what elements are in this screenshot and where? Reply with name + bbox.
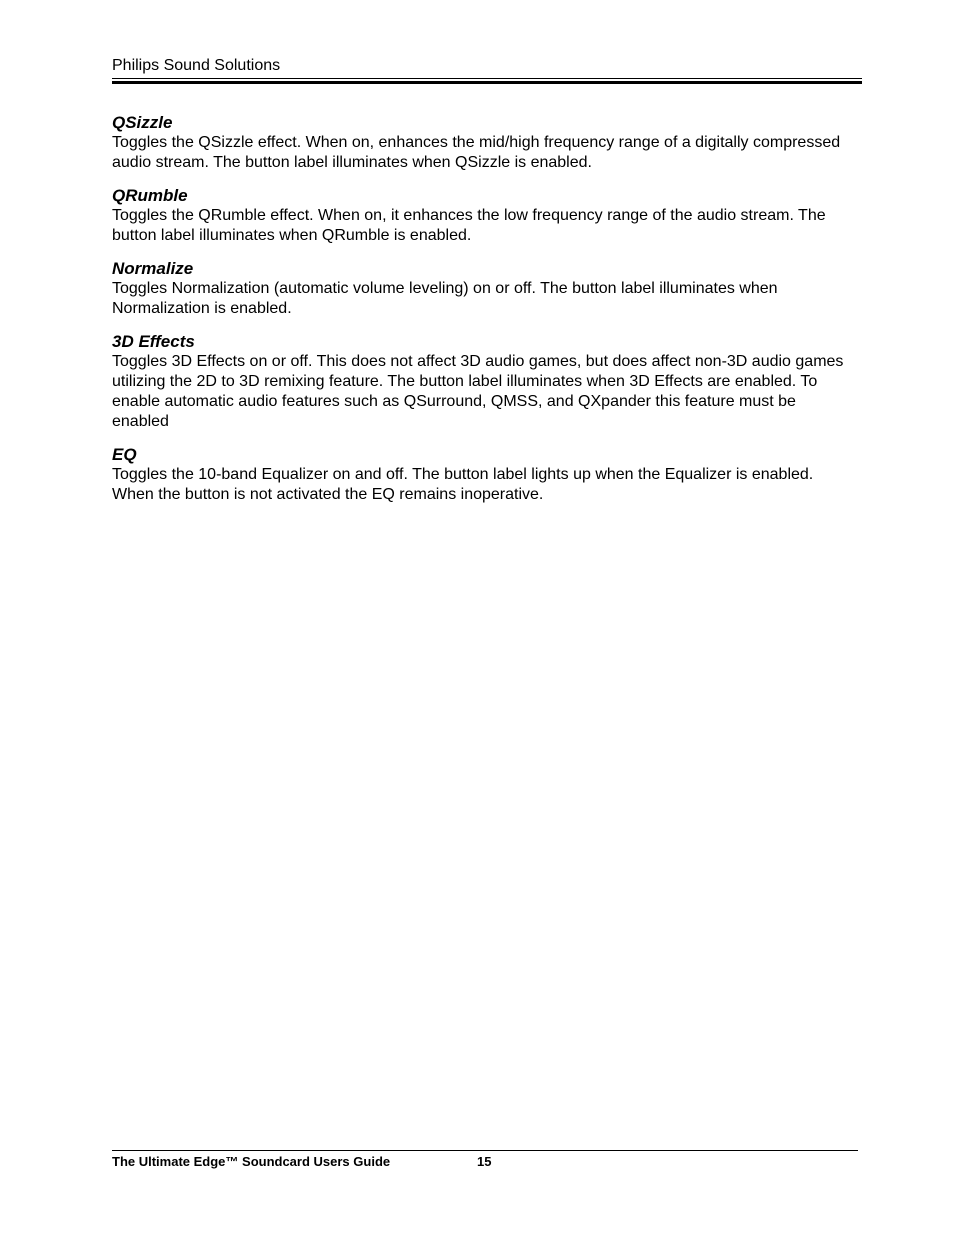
footer-document-title: The Ultimate Edge™ Soundcard Users Guide [112,1154,391,1169]
section-body: Toggles 3D Effects on or off. This does not affect 3D audio games, but does affect non-3D audio games utilizing the 2D to 3D remixing feature. The button label illuminates when 3D Effects are enabled. To enable automatic audio features such as QSurround, QMSS, and QXpander this feature must be enabled [112,353,844,430]
section-body: Toggles the QSizzle effect. When on, enhances the mid/high frequency range of a digitally compressed audio stream. The button label illuminates when QSizzle is enabled. [112,134,841,171]
section-qsizzle [112,113,852,173]
section-body: Toggles Normalization (automatic volume leveling) on or off. The button label illuminates when Normalization is enabled. [112,280,778,317]
section-title: QRumble [112,186,188,205]
section-title: EQ [112,445,137,464]
footer-rule [112,1150,858,1151]
section-title: Normalize [112,259,194,278]
section-3d-effects [112,332,852,432]
page-header [112,56,862,76]
section-title: 3D Effects [112,332,195,351]
header-rule-thin [112,78,862,79]
section-body: Toggles the 10-band Equalizer on and off. The button label lights up when the Equalizer is enabled. When the button is not activated the EQ remains inoperative. [112,466,814,503]
section-qrumble [112,186,852,246]
section-title: QSizzle [112,113,173,132]
footer-page-number: 15 [477,1154,492,1169]
page-content [112,113,852,518]
section-eq [112,445,852,505]
header-rule-thick [112,81,862,84]
section-body: Toggles the QRumble effect. When on, it enhances the low frequency range of the audio stream. The button label illuminates when QRumble is enabled. [112,207,826,244]
header-company-name: Philips Sound Solutions [112,57,281,74]
section-normalize [112,259,852,319]
